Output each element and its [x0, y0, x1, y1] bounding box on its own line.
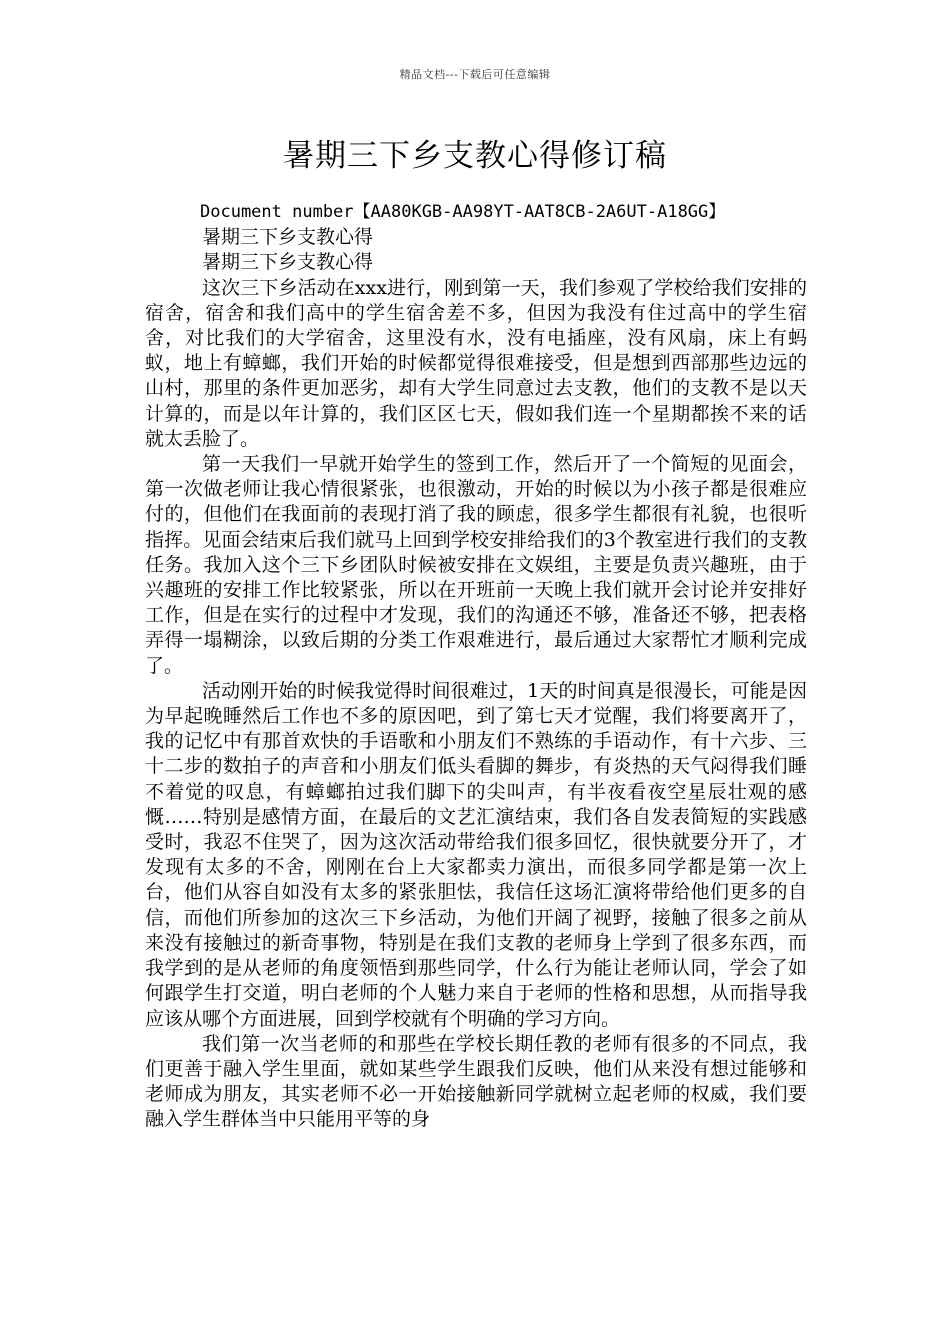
document-number: Document number【AA80KGB-AA98YT-AAT8CB-2A6UT-A18GG】 — [200, 202, 726, 222]
subheading: 暑期三下乡支教心得 — [202, 226, 374, 249]
subheading: 暑期三下乡支教心得 — [202, 251, 374, 274]
paragraph: 活动刚开始的时候我觉得时间很难过，1天的时间真是很漫长，可能是因为早起晚睡然后工作也不多的原因吧，到了第七天才觉醒，我们将要离开了，我的记忆中有那首欢快的手语歌和小朋友们不熟练的手语动作，有十六步、三十二步的数拍子的声音和小朋友们低头看脚的舞步，有炎热的天气闷得我们睡不着觉的叹息，有蟑螂拍过我们脚下的尖叫声，有半夜看夜空星辰壮观的感慨……特别是感情方面，在最后的文艺汇演结束，我们各自发表简短的实践感受时，我忍不住哭了，因为这次活动带给我们很多回忆，很快就要分开了，才发现有太多的不舍，刚刚在台上大家都卖力演出，而很多同学都是第一次上台，他们从容自如没有太多的紧张胆怯，我信任这场汇演将带给他们更多的自信，而他们所参加的这次三下乡活动，为他们开阔了视野，接触了很多之前从来没有接触过的新奇事物，特别是在我们支教的老师身上学到了很多东西，而我学到的是从老师的角度领悟到那些同学，什么行为能让老师认同，学会了如何跟学生打交道，明白老师的个人魅力来自于老师的性格和思想，从而指导我应该从哪个方面进展，回到学校就有个明确的学习方向。 — [145, 679, 807, 1030]
paragraph: 这次三下乡活动在xxx进行，刚到第一天，我们参观了学校给我们安排的宿舍，宿舍和我们高中的学生宿舍差不多，但因为我没有住过高中的学生宿舍，对比我们的大学宿舍，这里没有水，没有电插座，没有风扇，床上有蚂蚁，地上有蟑螂，我们开始的时候都觉得很难接受，但是想到西部那些边远的山村，那里的条件更加恶劣，却有大学生同意过去支教，他们的支教不是以天计算的，而是以年计算的，我们区区七天，假如我们连一个星期都挨不来的话就太丢脸了。 — [145, 276, 807, 450]
document-body — [145, 200, 807, 1133]
paragraph: 我们第一次当老师的和那些在学校长期任教的老师有很多的不同点，我们更善于融入学生里面，就如某些学生跟我们反映，他们从来没有想过能够和老师成为朋友，其实老师不必一开始接触新同学就树立起老师的权威，我们要融入学生群体当中只能用平等的身 — [145, 1032, 807, 1131]
page-header: 精品文档---下载后可任意编辑 — [399, 68, 551, 81]
paragraph: 第一天我们一早就开始学生的签到工作，然后开了一个简短的见面会，第一次做老师让我心情很紧张，也很激动，开始的时候以为小孩子都是很难应付的，但他们在我面前的表现打消了我的顾虑，很多学生都很有礼貌，也很听指挥。见面会结束后我们就马上回到学校安排给我们的3个教室进行我们的支教任务。我加入这个三下乡团队时候被安排在文娱组，主要是负责兴趣班，由于兴趣班的安排工作比较紧张，所以在开班前一天晚上我们就开会讨论并安排好工作，但是在实行的过程中才发现，我们的沟通还不够，准备还不够，把表格弄得一塌糊涂，以致后期的分类工作艰难进行，最后通过大家帮忙才顺利完成了。 — [145, 453, 807, 677]
document-title: 暑期三下乡支教心得修订稿 — [283, 138, 667, 174]
